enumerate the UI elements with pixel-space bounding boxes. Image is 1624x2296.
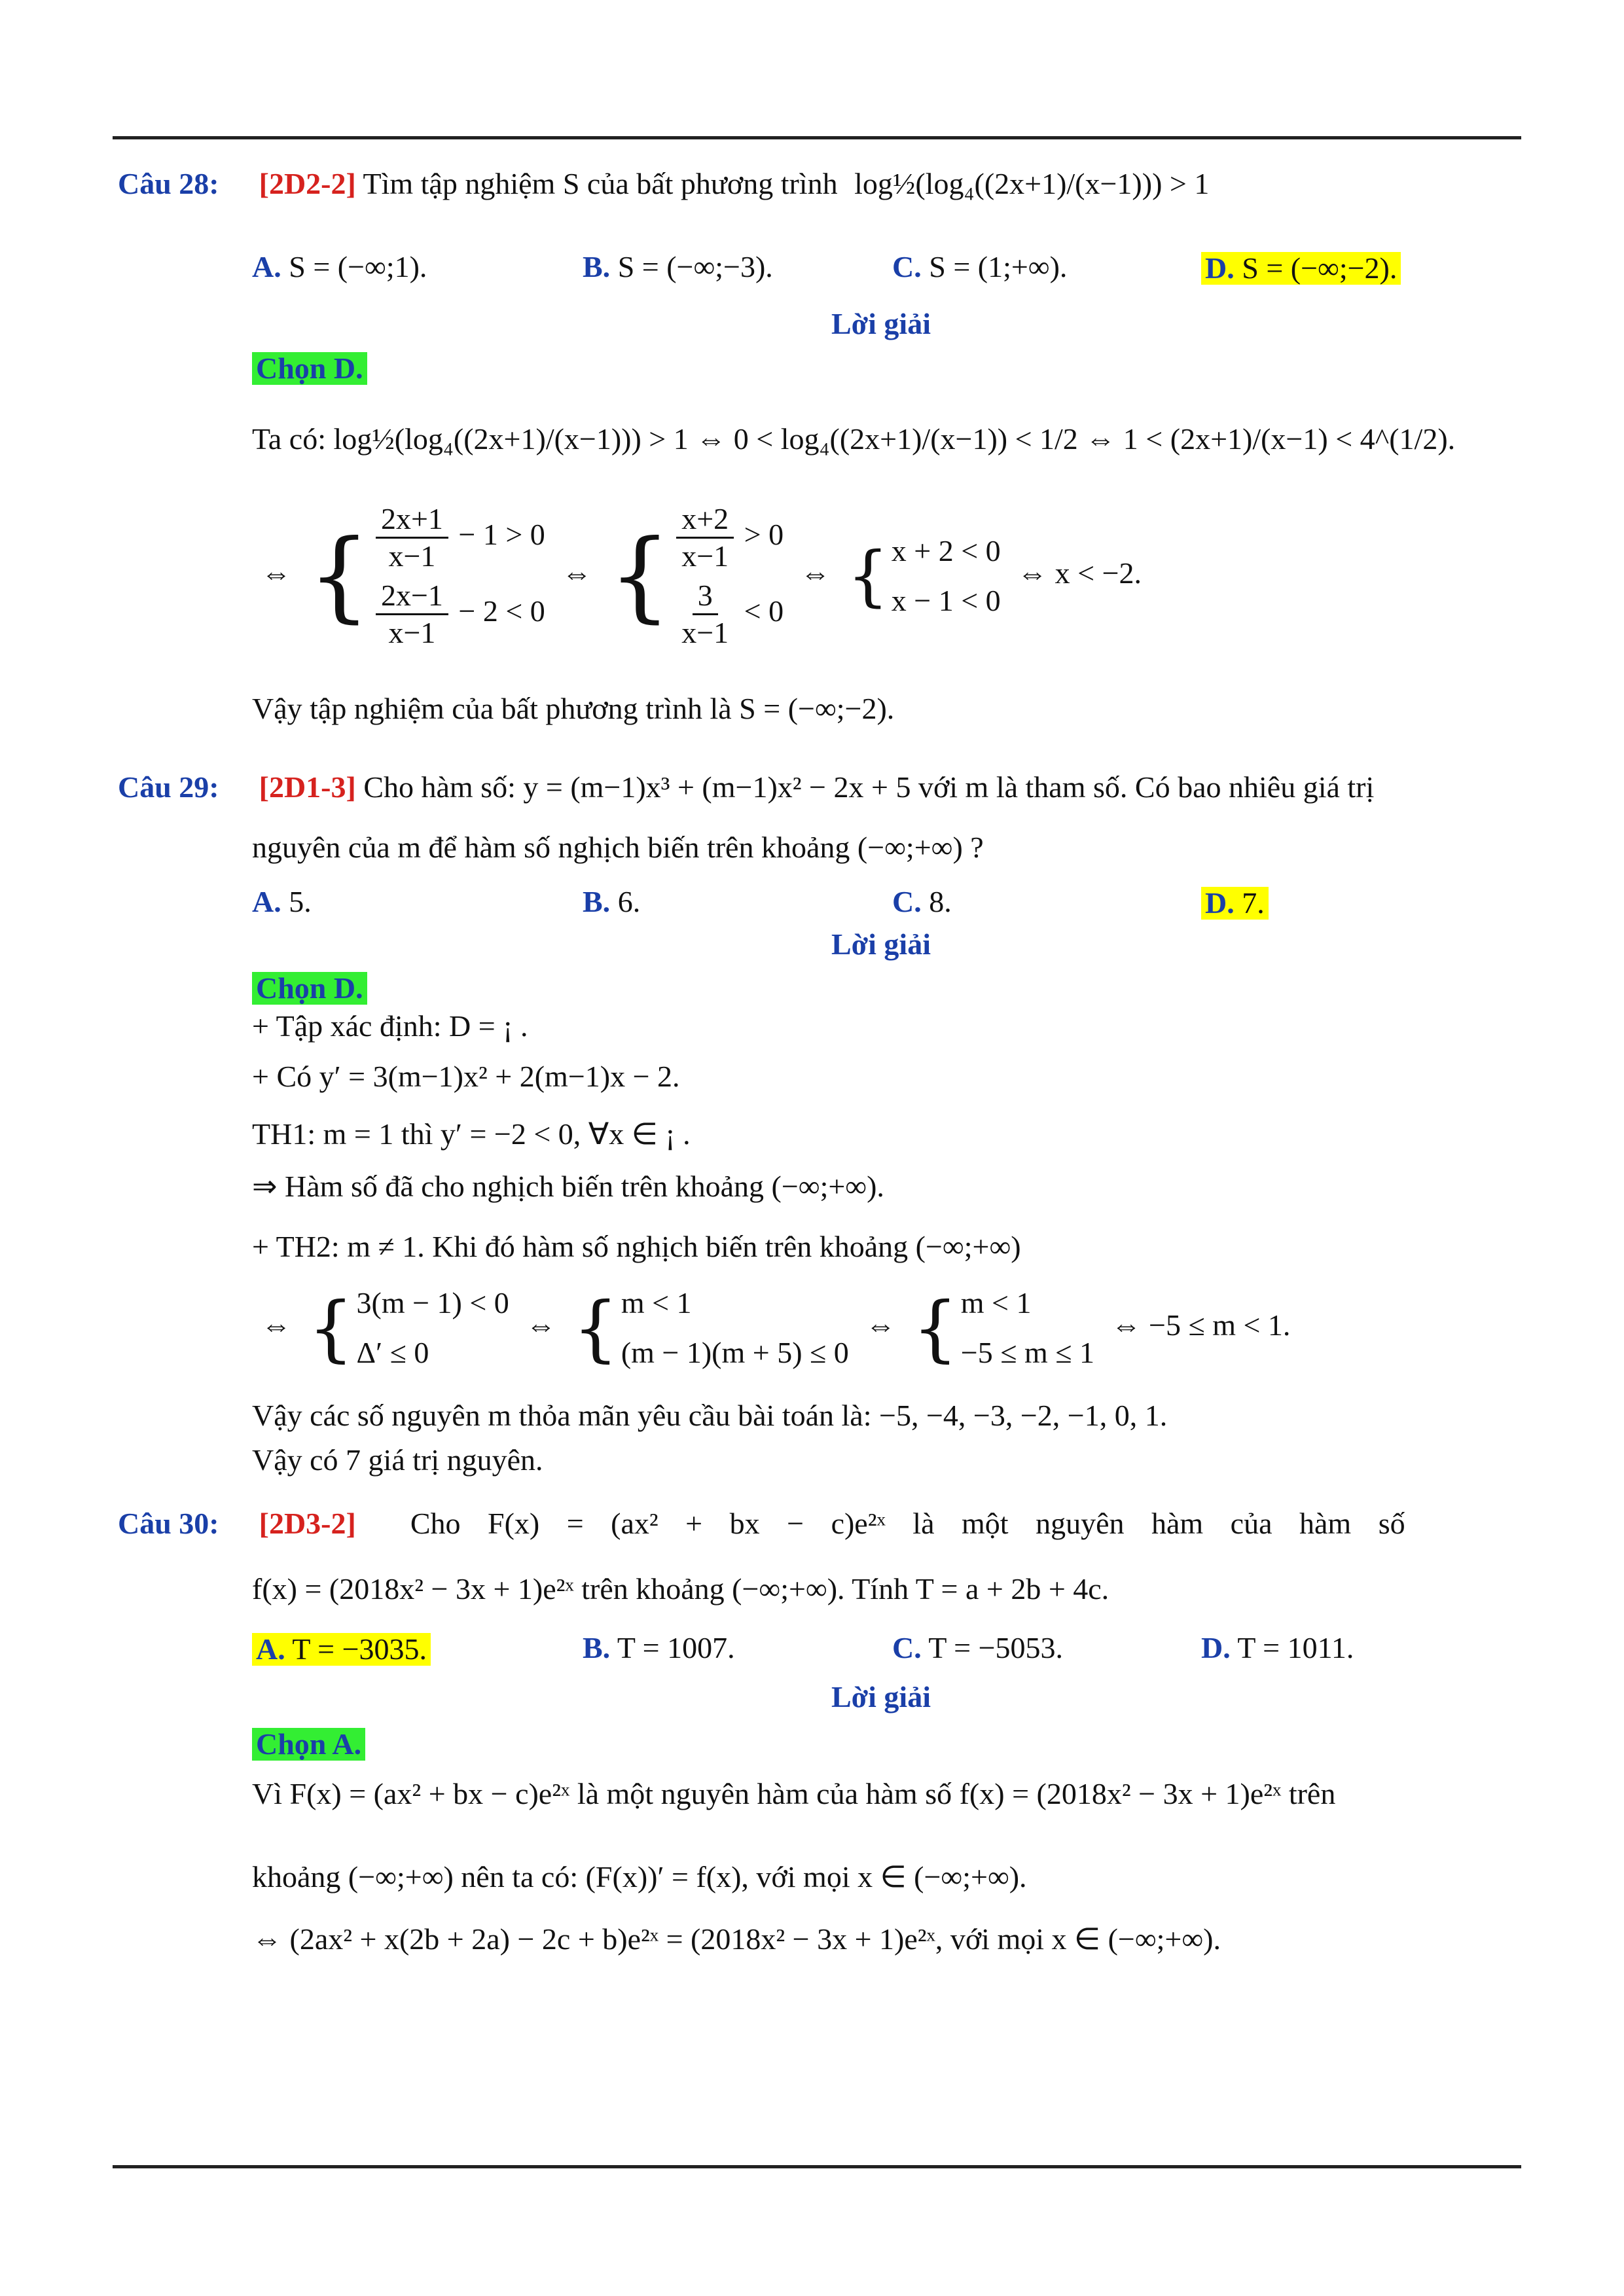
q30-tag: [2D3-2] [259, 1507, 356, 1540]
q29-line8: Vậy có 7 giá trị nguyên. [252, 1443, 543, 1477]
q29-system-3: { m < 1 −5 ≤ m ≤ 1 [912, 1286, 1094, 1370]
q30-option-a-correct[interactable]: A. T = −3035. [252, 1633, 431, 1666]
q28-system-result: ⇔ x < −2. [1017, 556, 1142, 590]
q28-inequality: log½(log₄((2x+1)/(x−1))) > 1 [854, 167, 1210, 200]
q28-header [118, 169, 1209, 199]
bottom-rule [113, 2165, 1521, 2168]
q29-text1: Cho hàm số: y = (m−1)x³ + (m−1)x² − 2x + 5 với m là tham số. Có bao nhiêu giá trị [363, 770, 1375, 804]
q28-system-2: { $\frac{x+2}{x-1}$ > 0 $\frac{3}{x-1}$ < 0 [608, 502, 784, 649]
q28-label: Câu 28: [118, 167, 219, 200]
q29-choose: Chọn D. [252, 972, 367, 1005]
q29-option-b[interactable]: B. 6. [583, 885, 641, 918]
q29-system-1: { 3(m − 1) < 0 Δ′ ≤ 0 [308, 1286, 509, 1370]
q28-text: Tìm tập nghiệm S của bất phương trình [363, 167, 838, 200]
q28-system-3: { x + 2 < 0 x − 1 < 0 [847, 534, 1001, 617]
q29-system-2: { m < 1 (m − 1)(m + 5) ≤ 0 [572, 1286, 849, 1370]
q29-system-result: ⇔ −5 ≤ m < 1. [1111, 1308, 1291, 1342]
q28-option-d-correct[interactable]: D. S = (−∞;−2). [1201, 252, 1401, 285]
q30-text1: Cho F(x) = (ax² + bx − c)e²ˣ là một nguyên hàm của hàm số [410, 1507, 1405, 1540]
q29-line5: + TH2: m ≠ 1. Khi đó hàm số nghịch biến trên khoảng (−∞;+∞) [252, 1230, 1021, 1263]
q29-line4: ⇒ Hàm số đã cho nghịch biến trên khoảng (−∞;+∞). [252, 1170, 884, 1203]
q28-tag: [2D2-2] [259, 167, 356, 200]
q28-conclusion: Vậy tập nghiệm của bất phương trình là S = (−∞;−2). [252, 692, 895, 725]
q30-line3: ⇔ (2ax² + x(2b + 2a) − 2c + b)e²ˣ = (2018x² − 3x + 1)e²ˣ, với mọi x ∈ (−∞;+∞). [252, 1922, 1221, 1956]
q29-option-c[interactable]: C. 8. [892, 885, 952, 918]
q30-solution-title: Lời giải [831, 1680, 931, 1713]
q28-option-b[interactable]: B. S = (−∞;−3). [583, 250, 773, 283]
q30-option-d[interactable]: D. T = 1011. [1201, 1631, 1354, 1664]
top-rule [113, 136, 1521, 139]
q29-option-a[interactable]: A. 5. [252, 885, 312, 918]
q29-system: ⇔ { 3(m − 1) < 0 Δ′ ≤ 0 ⇔ { m < 1 (m − 1)(m + 5) ≤ 0 ⇔ { m < 1 −5 ≤ m ≤ 1 ⇔ −5 ≤ m < 1. [261, 1286, 1291, 1370]
q29-line3: TH1: m = 1 thì y′ = −2 < 0, ∀x ∈ ¡ . [252, 1117, 691, 1151]
q29-option-d-correct[interactable]: D. 7. [1201, 887, 1269, 920]
q28-choose: Chọn D. [252, 352, 367, 385]
q28-system-1: { $\frac{2x+1}{x-1}$ − 1 > 0 $\frac{2x-1}{x-1}$ − 2 < 0 [308, 502, 545, 649]
q30-line2: khoảng (−∞;+∞) nên ta có: (F(x))′ = f(x), với mọi x ∈ (−∞;+∞). [252, 1860, 1027, 1893]
q30-line1: Vì F(x) = (ax² + bx − c)e²ˣ là một nguyên hàm của hàm số f(x) = (2018x² − 3x + 1)e²ˣ trên [252, 1777, 1336, 1810]
q28-system: ⇔ { $\frac{2x+1}{x-1}$ − 1 > 0 $\frac{2x-1}{x-1}$ − 2 < 0 ⇔ { $\frac{x+2}{x-1}$ > 0 $\frac{3}{x-1}$ < 0 ⇔ { x + 2 < 0 x − 1 < 0 ⇔ x < −2. [261, 502, 1142, 649]
q29-line7: Vậy các số nguyên m thỏa mãn yêu cầu bài toán là: −5, −4, −3, −2, −1, 0, 1. [252, 1399, 1168, 1432]
q29-label: Câu 29: [118, 770, 219, 804]
q30-label: Câu 30: [118, 1507, 219, 1540]
q28-option-a[interactable]: A. S = (−∞;1). [252, 250, 427, 283]
q30-option-c[interactable]: C. T = −5053. [892, 1631, 1064, 1664]
q30-text2: f(x) = (2018x² − 3x + 1)e²ˣ trên khoảng (−∞;+∞). Tính T = a + 2b + 4c. [252, 1572, 1110, 1605]
q30-option-b[interactable]: B. T = 1007. [583, 1631, 735, 1664]
q29-line1: + Tập xác định: D = ¡ . [252, 1009, 528, 1043]
q28-solution-title: Lời giải [831, 307, 931, 340]
q28-step1: Ta có: log½(log₄((2x+1)/(x−1))) > 1 ⇔ 0 < log₄((2x+1)/(x−1)) < 1/2 ⇔ 1 < (2x+1)/(x−1) < 4^(1/2). [252, 422, 1456, 456]
q29-header [118, 772, 1374, 802]
q30-choose: Chọn A. [252, 1728, 365, 1761]
q29-text2: nguyên của m để hàm số nghịch biến trên khoảng (−∞;+∞) ? [252, 831, 984, 864]
q30-header [118, 1509, 1405, 1539]
q29-line2: + Có y′ = 3(m−1)x² + 2(m−1)x − 2. [252, 1060, 680, 1093]
q29-tag: [2D1-3] [259, 770, 356, 804]
q28-option-c[interactable]: C. S = (1;+∞). [892, 250, 1068, 283]
q29-solution-title: Lời giải [831, 927, 931, 961]
